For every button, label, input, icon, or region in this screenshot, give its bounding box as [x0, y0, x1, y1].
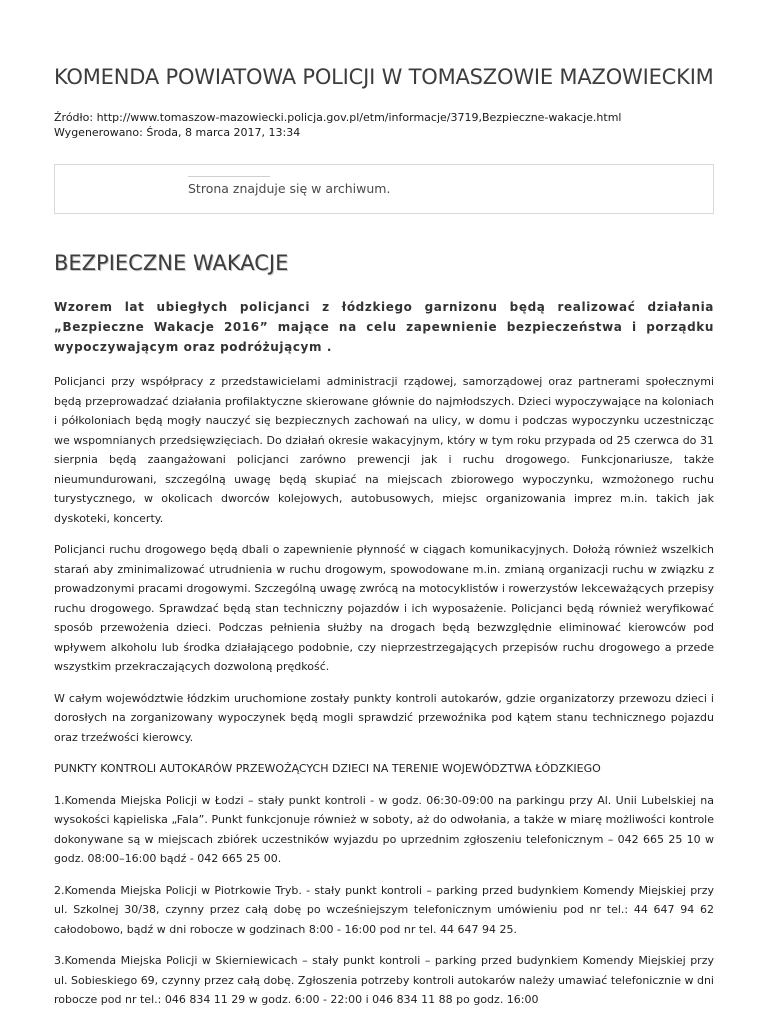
- printout-page: [54, 64, 714, 1021]
- section-heading: PUNKTY KONTROLI AUTOKARÓW PRZEWOŻĄCYCH DZIECI NA TERENIE WOJEWÓDZTWA ŁÓDZKIEGO: [54, 762, 601, 775]
- article-paragraph: Policjanci przy współpracy z przedstawicielami administracji rządowej, samorządowej oraz partnerami społecznymi będą przeprowadzać działania profilaktyczne skierowane głównie do najmłodszych. Dzieci wypoczywające na koloniach i półkoloniach będą mogły nauczyć się bezpiecznych zachowań na ulicy, w domu i podczas wypoczynku uczestnicząc we wspomnianych przedsięwzięciach. Do działań okresie wakacyjnym, który w tym roku przypada od 25 czerwca do 31 sierpnia będą zaangażowani policjanci zarówno prewencji jak i ruchu drogowego. Funkcjonariusze, także nieumundurowani, szczególną uwagę będą skupiać na miejscach zbiorowego wypoczynku, wzmożonego ruchu turystycznego, w okolicach dworców kolejowych, autobusowych, miejsc organizowania imprez m.in. takich jak dyskoteki, koncerty.: [54, 375, 714, 525]
- print-meta: [54, 110, 714, 140]
- article-paragraph: Policjanci ruchu drogowego będą dbali o zapewnienie płynność w ciągach komunikacyjnych. Dołożą również wszelkich starań aby zminimalizować utrudnienia w ruchu drogowym, spowodowane m.in. zmianą organizacji ruchu w związku z prowadzonymi pracami drogowymi. Szczególną uwagę zwrócą na motocyklistów i rowerzystów lekceważących przepisy ruchu drogowego. Sprawdzać będą stan techniczny pojazdów i ich wyposażenie. Policjanci będą również weryfikować sposób przewożenia dzieci. Podczas pełnienia służby na drogach będą bezwzględnie eliminować kierowców pod wpływem alkoholu lub środka działającego podobnie, czy nieprzestrzegających przepisów ruchu drogowego a przede wszystkim przekraczających dozwoloną prędkość.: [54, 543, 714, 673]
- article-paragraph: W całym województwie łódzkim uruchomione zostały punkty kontroli autokarów, gdzie organizatorzy przewozu dzieci i dorosłych na zorganizowany wypoczynek będą mogli sprawdzić przewoźnika pod kątem stanu technicznego pojazdu oraz trzeźwości kierowcy.: [54, 691, 714, 744]
- archive-notice: [54, 164, 714, 214]
- article-title: BEZPIECZNE WAKACJE: [54, 251, 289, 275]
- generated-line: Wygenerowano: Środa, 8 marca 2017, 13:34: [54, 126, 301, 139]
- checkpoint-item: 1.Komenda Miejska Policji w Łodzi – stały punkt kontroli - w godz. 06:30-09:00 na parkingu przy Al. Unii Lubelskiej na wysokości kąpieliska „Fala”. Punkt funkcjonuje również w soboty, aż do odwołania, a także w miarę możliwości kontrole dokonywane są w miejscach zbiórek uczestników wyjazdu po uprzednim zgłoszeniu telefonicznym – 042 665 25 10 w godz. 08:00–16:00 bądź - 042 665 25 00.: [54, 793, 714, 865]
- archive-note: Strona znajduje się w archiwum.: [188, 181, 391, 196]
- article-body: [54, 372, 714, 1010]
- checkpoint-item: 2.Komenda Miejska Policji w Piotrkowie Tryb. - stały punkt kontroli – parking przed budynkiem Komendy Miejskiej przy ul. Szkolnej 30/38, czynny przez całą dobę po wcześniejszym telefonicznym umówieniu pod nr tel.: 44 647 94 62 całodobowo, bądź w dni robocze w godzinach 8:00 - 16:00 pod nr tel. 44 647 94 25.: [54, 883, 714, 936]
- checkpoint-item: 3.Komenda Miejska Policji w Skierniewicach – stały punkt kontroli – parking przed budynkiem Komendy Miejskiej przy ul. Sobieskiego 69, czynny przez całą dobę. Zgłoszenia potrzeby kontroli autokarów należy umawiać telefonicznie w dni robocze pod nr tel.: 046 834 11 29 w godz. 6:00 - 22:00 i 046 834 11 88 po godz. 16:00: [54, 954, 714, 1006]
- source-line: Źródło: http://www.tomaszow-mazowiecki.policja.gov.pl/etm/informacje/3719,Bezpieczne-wakacje.html: [54, 111, 622, 124]
- article-lead: Wzorem lat ubiegłych policjanci z łódzkiego garnizonu będą realizować działania „Bezpieczne Wakacje 2016” mające na celu zapewnienie bezpieczeństwa i porządku wypoczywającym oraz podróżującym .: [54, 300, 714, 354]
- archive-divider: [188, 176, 270, 177]
- site-title: KOMENDA POWIATOWA POLICJI W TOMASZOWIE MAZOWIECKIM: [54, 65, 714, 89]
